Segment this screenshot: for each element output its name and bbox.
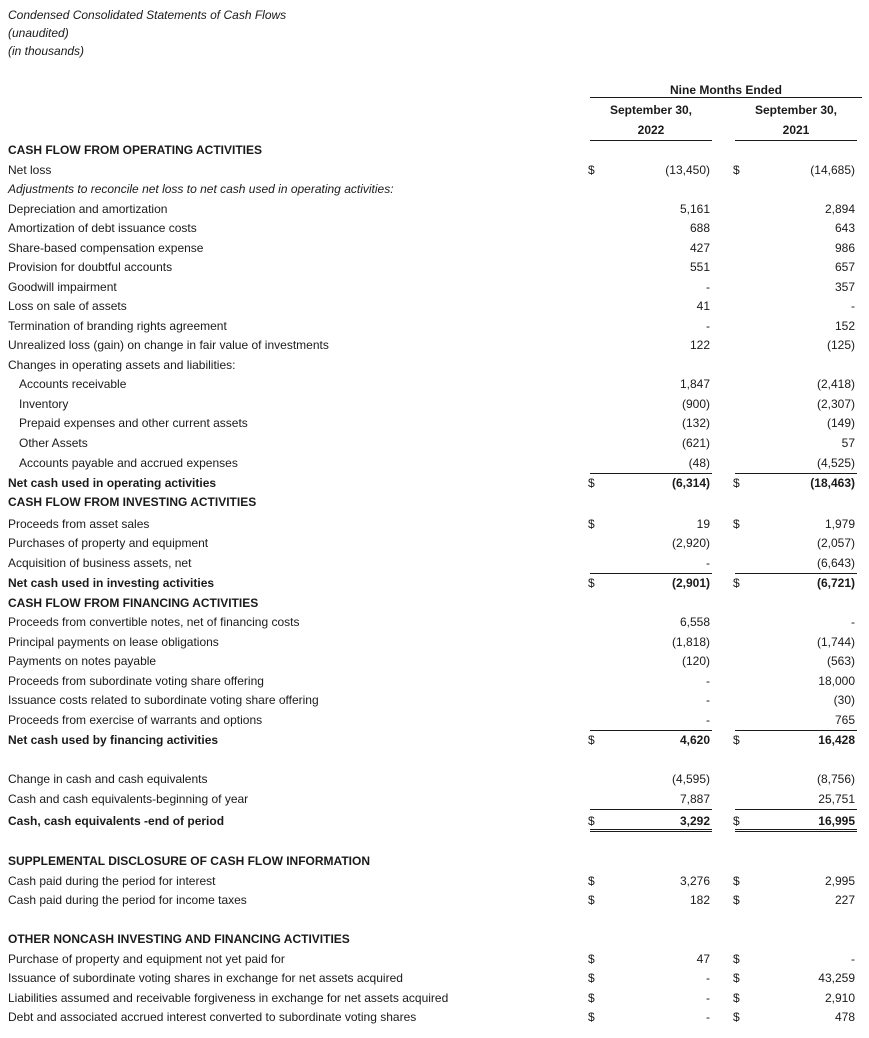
subtotal-rule <box>590 473 712 474</box>
value-2022: 551 <box>689 260 710 274</box>
value-2021: - <box>851 299 855 313</box>
total-rule <box>735 809 857 810</box>
value-2021: (125) <box>826 338 855 352</box>
value-2021: 765 <box>834 713 855 727</box>
value-2022: (2,920) <box>671 536 710 550</box>
line-item-label: Purchase of property and equipment not yet paid for <box>8 952 285 966</box>
line-item-label: Changes in operating assets and liabilities: <box>8 358 236 372</box>
value-2021: (1,744) <box>816 635 855 649</box>
value-2022: 7,887 <box>679 792 710 806</box>
line-item-label: Proceeds from convertible notes, net of financing costs <box>8 615 300 629</box>
value-2022: (4,595) <box>671 772 710 786</box>
line-item-label: Goodwill impairment <box>8 280 117 294</box>
section-heading: CASH FLOW FROM FINANCING ACTIVITIES <box>8 596 259 610</box>
line-item-label: Issuance of subordinate voting shares in exchange for net assets acquired <box>8 971 403 985</box>
subtotal-rule <box>590 573 712 574</box>
currency-symbol-2021: $ <box>733 952 740 966</box>
subtotal-rule <box>735 730 857 731</box>
line-item-label: Acquisition of business assets, net <box>8 556 192 570</box>
line-item-label: Payments on notes payable <box>8 654 157 668</box>
statement-subtitle-unaudited: (unaudited) <box>8 26 69 40</box>
value-2022: 427 <box>689 241 710 255</box>
currency-symbol-2022: $ <box>588 893 595 907</box>
line-item-label: Net cash used by financing activities <box>8 733 219 747</box>
value-2021: - <box>851 615 855 629</box>
line-item-label: Net loss <box>8 163 52 177</box>
subtotal-rule <box>735 573 857 574</box>
value-2021: (149) <box>826 416 855 430</box>
value-2021: 227 <box>834 893 855 907</box>
value-2022: 5,161 <box>679 202 710 216</box>
value-2022: 3,276 <box>679 874 710 888</box>
currency-symbol-2021: $ <box>733 733 740 747</box>
value-2021: 657 <box>834 260 855 274</box>
value-2022: - <box>706 319 710 333</box>
value-2022: (621) <box>681 436 710 450</box>
value-2022: 3,292 <box>679 814 710 828</box>
line-item-label: Depreciation and amortization <box>8 202 168 216</box>
value-2021: (563) <box>826 654 855 668</box>
value-2022: - <box>706 693 710 707</box>
value-2021: (2,307) <box>816 397 855 411</box>
line-item-label: Prepaid expenses and other current assets <box>19 416 248 430</box>
line-item-label: Proceeds from exercise of warrants and options <box>8 713 263 727</box>
value-2021: (2,057) <box>816 536 855 550</box>
col2-year-header: 2021 <box>782 123 810 137</box>
currency-symbol-2022: $ <box>588 476 595 490</box>
section-heading: SUPPLEMENTAL DISCLOSURE OF CASH FLOW INFORMATION <box>8 854 370 868</box>
total-double-rule <box>590 829 712 832</box>
line-item-label: Inventory <box>19 397 69 411</box>
value-2021: 643 <box>834 221 855 235</box>
period-header-rule <box>590 97 862 98</box>
value-2022: (120) <box>681 654 710 668</box>
value-2022: (900) <box>681 397 710 411</box>
total-double-rule <box>735 829 857 832</box>
value-2021: (2,418) <box>816 377 855 391</box>
value-2022: 47 <box>696 952 710 966</box>
col2-header-rule <box>735 140 857 141</box>
value-2021: (6,721) <box>816 576 855 590</box>
currency-symbol-2022: $ <box>588 1010 595 1024</box>
value-2022: 122 <box>689 338 710 352</box>
line-item-label: Proceeds from subordinate voting share offering <box>8 674 264 688</box>
line-item-label: Unrealized loss (gain) on change in fair value of investments <box>8 338 329 352</box>
currency-symbol-2022: $ <box>588 576 595 590</box>
value-2022: (13,450) <box>665 163 710 177</box>
value-2021: 2,894 <box>824 202 855 216</box>
line-item-label: Adjustments to reconcile net loss to net cash used in operating activities: <box>8 182 394 196</box>
value-2022: (2,901) <box>671 576 710 590</box>
value-2021: 57 <box>841 436 855 450</box>
line-item-label: Cash paid during the period for income taxes <box>8 893 247 907</box>
currency-symbol-2021: $ <box>733 991 740 1005</box>
value-2021: 357 <box>834 280 855 294</box>
line-item-label: Debt and associated accrued interest converted to subordinate voting shares <box>8 1010 417 1024</box>
value-2021: - <box>851 952 855 966</box>
value-2021: 1,979 <box>824 517 855 531</box>
line-item-label: Issuance costs related to subordinate voting share offering <box>8 693 319 707</box>
value-2022: (6,314) <box>671 476 710 490</box>
value-2022: - <box>706 713 710 727</box>
currency-symbol-2021: $ <box>733 476 740 490</box>
value-2022: 6,558 <box>679 615 710 629</box>
value-2021: (14,685) <box>810 163 855 177</box>
value-2022: 182 <box>689 893 710 907</box>
line-item-label: Net cash used in investing activities <box>8 576 215 590</box>
value-2021: (6,643) <box>816 556 855 570</box>
value-2021: 478 <box>834 1010 855 1024</box>
value-2021: 2,995 <box>824 874 855 888</box>
value-2022: 4,620 <box>679 733 710 747</box>
line-item-label: Principal payments on lease obligations <box>8 635 219 649</box>
line-item-label: Liabilities assumed and receivable forgiveness in exchange for net assets acquired <box>8 991 449 1005</box>
currency-symbol-2021: $ <box>733 1010 740 1024</box>
value-2021: 25,751 <box>818 792 855 806</box>
subtotal-rule <box>590 730 712 731</box>
value-2022: 19 <box>696 517 710 531</box>
currency-symbol-2022: $ <box>588 163 595 177</box>
section-heading: OTHER NONCASH INVESTING AND FINANCING ACTIVITIES <box>8 932 350 946</box>
currency-symbol-2022: $ <box>588 814 595 828</box>
value-2022: (1,818) <box>671 635 710 649</box>
value-2022: 41 <box>696 299 710 313</box>
value-2021: 986 <box>834 241 855 255</box>
currency-symbol-2021: $ <box>733 893 740 907</box>
line-item-label: Change in cash and cash equivalents <box>8 772 208 786</box>
line-item-label: Share-based compensation expense <box>8 241 204 255</box>
currency-symbol-2022: $ <box>588 971 595 985</box>
value-2022: - <box>706 991 710 1005</box>
line-item-label: Loss on sale of assets <box>8 299 127 313</box>
section-heading: CASH FLOW FROM OPERATING ACTIVITIES <box>8 143 262 157</box>
value-2021: 43,259 <box>818 971 855 985</box>
value-2021: (30) <box>833 693 855 707</box>
value-2021: (18,463) <box>810 476 855 490</box>
line-item-label: Cash paid during the period for interest <box>8 874 216 888</box>
currency-symbol-2021: $ <box>733 874 740 888</box>
line-item-label: Accounts payable and accrued expenses <box>19 456 238 470</box>
currency-symbol-2021: $ <box>733 163 740 177</box>
line-item-label: Net cash used in operating activities <box>8 476 217 490</box>
currency-symbol-2021: $ <box>733 576 740 590</box>
currency-symbol-2022: $ <box>588 991 595 1005</box>
currency-symbol-2021: $ <box>733 814 740 828</box>
col1-year-header: 2022 <box>637 123 665 137</box>
col2-date-header: September 30, <box>754 103 838 117</box>
value-2021: 18,000 <box>818 674 855 688</box>
value-2022: - <box>706 1010 710 1024</box>
subtotal-rule <box>735 473 857 474</box>
value-2021: (4,525) <box>816 456 855 470</box>
value-2021: (8,756) <box>816 772 855 786</box>
line-item-label: Amortization of debt issuance costs <box>8 221 197 235</box>
value-2022: 1,847 <box>679 377 710 391</box>
value-2022: - <box>706 971 710 985</box>
value-2021: 16,995 <box>818 814 855 828</box>
value-2022: - <box>706 674 710 688</box>
currency-symbol-2021: $ <box>733 971 740 985</box>
statement-title: Condensed Consolidated Statements of Cash Flows <box>8 8 287 22</box>
period-header: Nine Months Ended <box>670 83 782 97</box>
line-item-label: Termination of branding rights agreement <box>8 319 227 333</box>
line-item-label: Provision for doubtful accounts <box>8 260 173 274</box>
value-2021: 152 <box>834 319 855 333</box>
value-2021: 16,428 <box>818 733 855 747</box>
section-heading: CASH FLOW FROM INVESTING ACTIVITIES <box>8 495 257 509</box>
currency-symbol-2022: $ <box>588 952 595 966</box>
total-rule <box>590 809 712 810</box>
value-2022: - <box>706 280 710 294</box>
line-item-label: Accounts receivable <box>19 377 127 391</box>
col1-date-header: September 30, <box>609 103 693 117</box>
line-item-label: Cash and cash equivalents-beginning of year <box>8 792 249 806</box>
value-2021: 2,910 <box>824 991 855 1005</box>
value-2022: (48) <box>688 456 710 470</box>
value-2022: - <box>706 556 710 570</box>
currency-symbol-2021: $ <box>733 517 740 531</box>
line-item-label: Other Assets <box>19 436 88 450</box>
value-2022: 688 <box>689 221 710 235</box>
col1-header-rule <box>590 140 712 141</box>
currency-symbol-2022: $ <box>588 517 595 531</box>
line-item-label: Cash, cash equivalents -end of period <box>8 814 225 828</box>
line-item-label: Proceeds from asset sales <box>8 517 150 531</box>
currency-symbol-2022: $ <box>588 874 595 888</box>
value-2022: (132) <box>681 416 710 430</box>
line-item-label: Purchases of property and equipment <box>8 536 209 550</box>
currency-symbol-2022: $ <box>588 733 595 747</box>
statement-subtitle-units: (in thousands) <box>8 44 85 58</box>
